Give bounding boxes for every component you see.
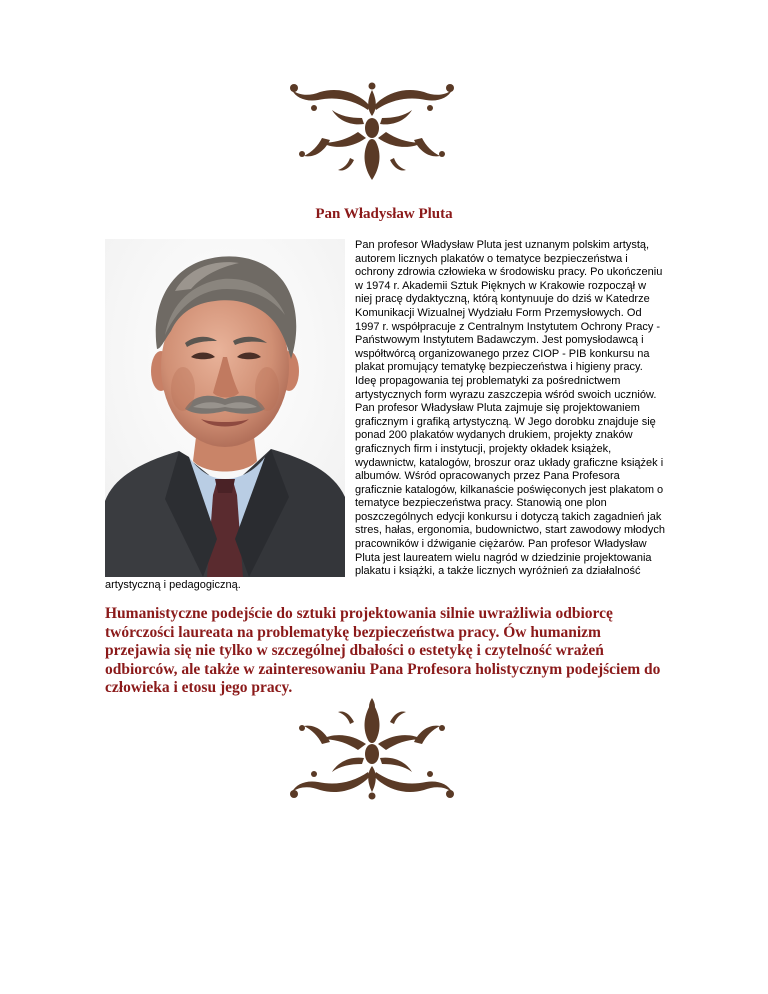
article-body (105, 239, 665, 592)
ornament-top-icon (284, 80, 460, 182)
quote-paragraph: Humanistyczne podejście do sztuki projektowania silnie uwrażliwia odbiorcę twórczości laureata na problematykę bezpieczeństwa pracy. Ów humanizm przejawia się nie tylko w szczególnej dbałości o estetykę i czytelność wrażeń odbiorców, ale także w zainteresowaniu Pana Profesora holistycznym podejściem do człowieka i etosu jego pracy. (105, 605, 661, 696)
portrait-photo (105, 239, 345, 577)
biography-text: Pan profesor Władysław Pluta jest uznanym polskim artystą, autorem licznych plakatów o tematyce bezpieczeństwa i ochrony zdrowia człowieka w środowisku pracy. Po ukończeniu w 1974 r. Akademii Sztuk Pięknych w Krakowie rozpoczął w niej pracę dydaktyczną, którą kontynuuje do dziś w Katedrze Komunikacji Wizualnej Wydziału Form Przemysłowych. Od 1997 r. współpracuje z Centralnym Instytutem Ochrony Pracy - Państwowym Instytutem Badawczym. Jest pomysłodawcą i współtwórcą organizowanego przez CIOP - PIB konkursu na plakat promujący tematykę bezpieczeństwa i higieny pracy. Ideę propagowania tej problematyki za pośrednictwem artystycznych form wyrazu zaszczepia wśród swoich uczniów. Pan profesor Władysław Pluta zajmuje się projektowaniem graficznym i grafiką artystyczną. W Jego dorobku znajduje się ponad 200 plakatów wydanych drukiem, projekty znaków graficznych firm i instytucji, projekty okładek książek, wydawnictw, katalogów, broszur oraz układy graficzne książek i albumów. Wśród opracowanych przez Pana Profesora graficznie katalogów, kilkanaście poświęconych jest plakatom o tematyce bezpieczeństwa pracy. Stanowią one plon poszczególnych edycji konkursu i dotyczą takich zagadnień jak stres, hałas, ergonomia, budownictwo, start zawodowy młodych pracowników i dźwiganie ciężarów. Pan profesor Władysław Pluta jest laureatem wielu nagród w dziedzinie projektowania plakatu i książki, a także licznych wyróżnień za działalność artystyczną i pedagogiczną. (105, 239, 665, 591)
page-title: Pan Władysław Pluta (315, 206, 453, 222)
ornament-bottom-icon (284, 694, 460, 802)
